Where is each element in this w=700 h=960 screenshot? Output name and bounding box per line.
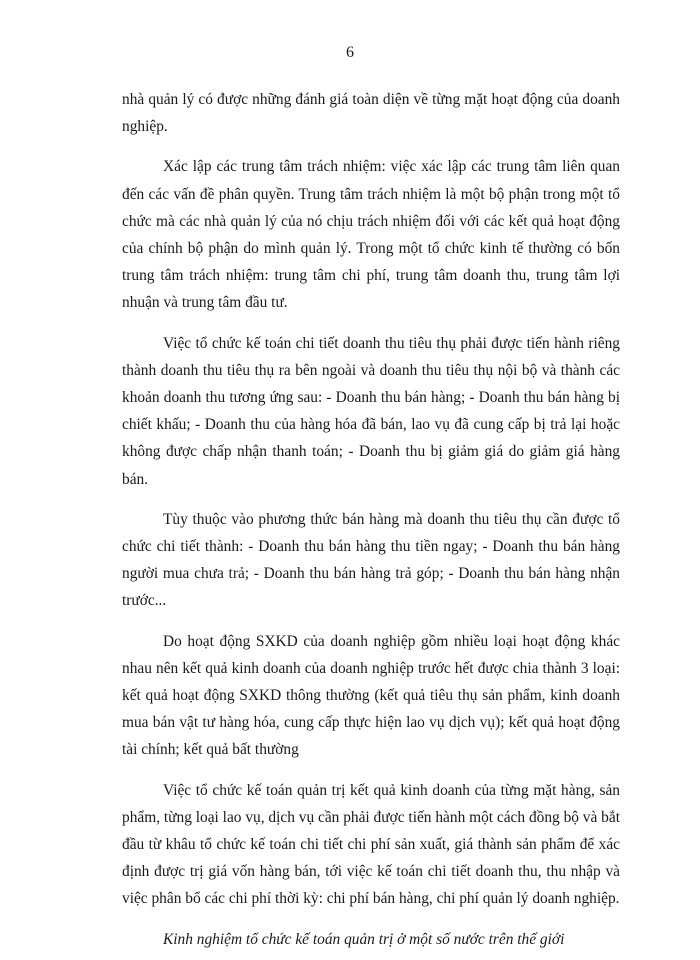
paragraph-sales-methods: Tùy thuộc vào phương thức bán hàng mà doanh thu tiêu thụ cần được tổ chức chi tiết thành: - Doanh thu bán hàng thu tiền ngay; - Doanh thu bán hàng người mua chưa trả; - Doanh thu bán hàng trả góp; - Doanh thu bán hàng nhận trước... bbox=[122, 510, 620, 610]
document-body bbox=[122, 86, 620, 953]
paragraph-management-accounting-organization: Việc tổ chức kế toán quản trị kết quả kinh doanh của từng mặt hàng, sản phẩm, từng loại lao vụ, dịch vụ cần phải được tiến hành một cách đồng bộ và bắt đầu từ khâu tổ chức kế toán chi tiết chi phí sản xuất, giá thành sản phẩm để xác định được trị giá vốn hàng bán, tới việc kế toán chi tiết doanh thu, thu nhập và việc phân bổ các chi phí thời kỳ: chi phí bán hàng, chi phí quản lý doanh nghiệp. bbox=[122, 781, 620, 908]
section-heading: Kinh nghiệm tổ chức kế toán quản trị ở một số nước trên thế giới bbox=[163, 930, 565, 948]
paragraph-revenue-detail-accounting: Việc tổ chức kế toán chi tiết doanh thu tiêu thụ phải được tiến hành riêng thành doanh thu tiêu thụ ra bên ngoài và doanh thu tiêu thụ nội bộ và thành các khoản doanh thu tương ứng sau: - Doanh thu bán hàng; - Doanh thu bán hàng bị chiết khấu; - Doanh thu của hàng hóa đã bán, lao vụ đã cung cấp bị trả lại hoặc không được chấp nhận thanh toán; - Doanh thu bị giảm giá do giảm giá hàng bán. bbox=[122, 334, 620, 488]
page-number: 6 bbox=[346, 44, 354, 61]
paragraph-continuation: nhà quản lý có được những đánh giá toàn diện về từng mặt hoạt động của doanh nghiệp. bbox=[122, 91, 620, 136]
paragraph-responsibility-centers: Xác lập các trung tâm trách nhiệm: việc xác lập các trung tâm liên quan đến các vấn đề phân quyền. Trung tâm trách nhiệm là một bộ phận trong một tổ chức mà các nhà quản lý của nó chịu trách nhiệm đối với các kết quả hoạt động của chính bộ phận do mình quản lý. Trong một tổ chức kinh tế thường có bốn trung tâm trách nhiệm: trung tâm chi phí, trung tâm doanh thu, trung tâm lợi nhuận và trung tâm đầu tư. bbox=[122, 158, 620, 312]
paragraph-business-results: Do hoạt động SXKD của doanh nghiệp gồm nhiều loại hoạt động khác nhau nên kết quả kinh doanh của doanh nghiệp trước hết được chia thành 3 loại: kết quả hoạt động SXKD thông thường (kết quả tiêu thụ sản phẩm, kinh doanh mua bán vật tư hàng hóa, cung cấp thực hiện lao vụ dịch vụ); kết quả hoạt động tài chính; kết quả bất thường bbox=[122, 632, 620, 759]
